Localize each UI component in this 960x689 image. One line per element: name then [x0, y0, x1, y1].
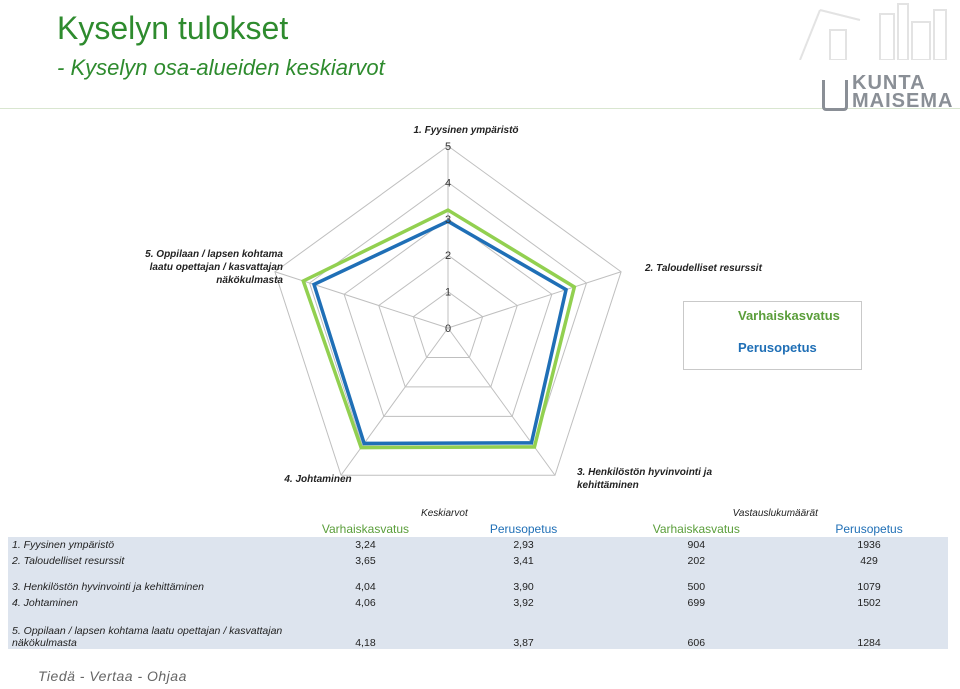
- cell-value: 4,04: [355, 581, 376, 593]
- tick-label: 0: [444, 323, 452, 335]
- row-label: 3. Henkilöstön hyvinvointi ja kehittäminen: [12, 581, 205, 593]
- table-row: [8, 579, 948, 595]
- footer-tagline: Tiedä - Vertaa - Ohjaa: [38, 668, 187, 684]
- row-label-line2: näkökulmasta: [12, 637, 77, 649]
- cell-value: 3,65: [355, 555, 376, 567]
- tick-label: 4: [444, 177, 452, 190]
- legend-item-perusopetus: [738, 340, 817, 355]
- legend-label-perusopetus: Perusopetus: [738, 340, 817, 355]
- cell-value: 3,92: [513, 597, 534, 609]
- table-row: [8, 537, 948, 553]
- grid-spoke: [341, 328, 448, 475]
- cell-value: 3,87: [513, 637, 534, 649]
- cell-value: 1502: [857, 597, 881, 609]
- cell-value: 606: [687, 637, 706, 649]
- legend-label-varhaiskasvatus: Varhaiskasvatus: [738, 308, 840, 323]
- row-label: 1. Fyysinen ympäristö: [12, 539, 115, 551]
- cell-value: 904: [687, 539, 706, 551]
- cell-value: 699: [687, 597, 706, 609]
- group-header-keskiarvot: Keskiarvot: [286, 505, 602, 521]
- tick-label: 3: [444, 213, 452, 226]
- group-header-vastauslukumaarat: Vastauslukumäärät: [602, 505, 948, 521]
- table-spacer-row: [8, 611, 948, 625]
- axis-label: [145, 249, 283, 286]
- radar-axis-labels: [145, 125, 762, 491]
- logo-text-line1: KUNTA: [852, 72, 926, 94]
- logo-text-line2: MAISEMA: [852, 90, 954, 112]
- tick-label: 1: [444, 286, 452, 299]
- grid-spoke: [275, 272, 448, 328]
- cell-value: 4,06: [355, 597, 376, 609]
- row-label: 2. Taloudelliset resurssit: [12, 555, 125, 567]
- cell-value: 1936: [857, 539, 881, 551]
- axis-label-line: kehittäminen: [577, 480, 639, 491]
- col-header-varhaiskasvatus-count: Varhaiskasvatus: [602, 521, 790, 537]
- cell-value: 1284: [857, 637, 881, 649]
- radar-series: [303, 210, 574, 447]
- legend-item-varhaiskasvatus: [738, 308, 840, 323]
- tick-label: 2: [444, 250, 452, 263]
- cell-value: 500: [687, 581, 706, 593]
- row-label-line1: 5. Oppilaan / lapsen kohtama laatu opettajan / kasvattajan: [12, 625, 283, 637]
- col-header-perusopetus-count: Perusopetus: [790, 521, 948, 537]
- axis-label-line: 5. Oppilaan / lapsen kohtama: [145, 249, 283, 260]
- cell-value: 202: [687, 555, 706, 567]
- axis-label-line: 2. Taloudelliset resurssit: [645, 263, 762, 274]
- row-label: 4. Johtaminen: [12, 597, 78, 609]
- table-group-header-row: [8, 505, 948, 521]
- table-row: [8, 595, 948, 611]
- series-line-varhaiskasvatus: [303, 210, 574, 447]
- cell-value: 3,41: [513, 555, 534, 567]
- grid-spoke: [448, 272, 621, 328]
- axis-label-line: 1. Fyysinen ympäristö: [413, 125, 519, 136]
- table-row: [8, 625, 948, 649]
- page-title: Kyselyn tulokset: [57, 10, 289, 46]
- grid-spoke: [448, 328, 555, 475]
- axis-label: [577, 467, 712, 491]
- chart-legend: [683, 301, 862, 370]
- cell-value: 3,90: [513, 581, 534, 593]
- cell-value: 2,93: [513, 539, 534, 551]
- cell-value: 429: [860, 555, 878, 567]
- axis-label-line: 4. Johtaminen: [284, 474, 352, 485]
- series-line-perusopetus: [314, 221, 566, 443]
- axis-label: [413, 125, 518, 136]
- cell-value: 4,18: [355, 637, 376, 649]
- axis-label: [644, 263, 763, 274]
- table-row: [8, 553, 948, 569]
- cell-value: 3,24: [355, 539, 376, 551]
- axis-label-line: näkökulmasta: [216, 275, 283, 286]
- cell-value: 1079: [857, 581, 881, 593]
- axis-label-line: laatu opettajan / kasvattajan: [149, 262, 283, 273]
- table-column-header-row: [8, 521, 948, 537]
- page-subtitle: - Kyselyn osa-alueiden keskiarvot: [57, 55, 385, 80]
- axis-label: [283, 474, 351, 485]
- row-label: [8, 625, 286, 649]
- table-spacer-row: [8, 569, 948, 579]
- tick-label: 5: [444, 141, 452, 153]
- col-header-perusopetus-avg: Perusopetus: [445, 521, 603, 537]
- axis-label-line: 3. Henkilöstön hyvinvointi ja: [577, 467, 713, 478]
- col-header-varhaiskasvatus-avg: Varhaiskasvatus: [286, 521, 444, 537]
- results-table: [8, 505, 948, 649]
